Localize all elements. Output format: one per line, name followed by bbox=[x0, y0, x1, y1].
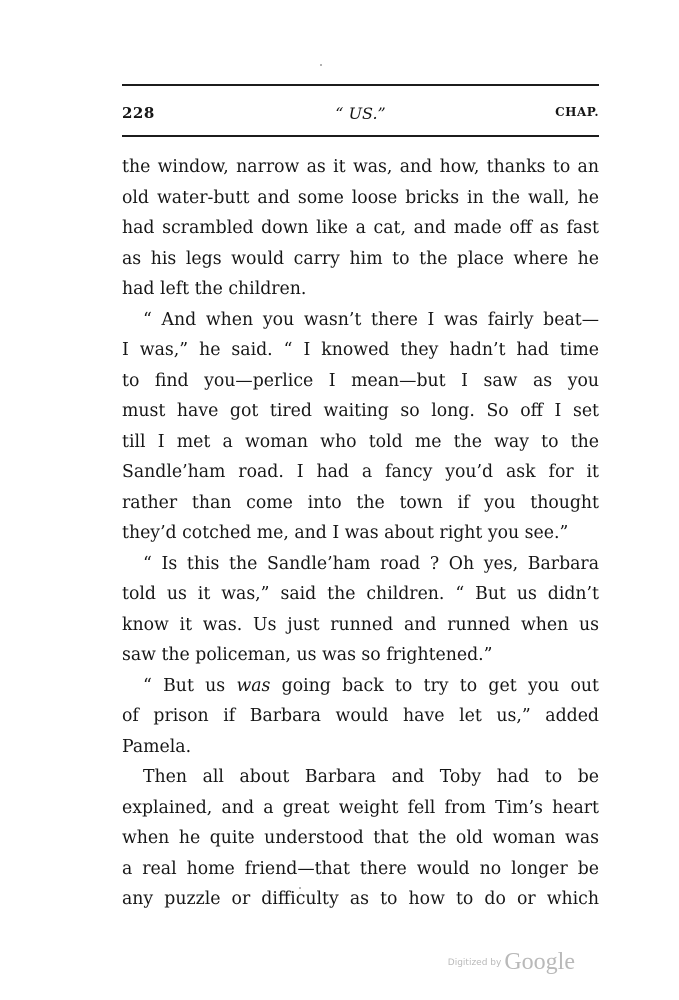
text-line: had scrambled down like a cat, and made off as fast bbox=[122, 218, 599, 238]
text-line: rather than come into the town if you thought bbox=[122, 492, 599, 513]
text-line: I was,” he said. “ I knowed they hadn’t had time bbox=[122, 340, 599, 360]
text-line: explained, and a great weight fell from Tim’s heart bbox=[122, 797, 599, 818]
header-rule bbox=[122, 135, 599, 137]
scan-speck bbox=[299, 887, 301, 889]
text-line: any puzzle or difficulty as to how to do or which bbox=[122, 889, 599, 909]
body-text bbox=[122, 152, 599, 915]
running-header bbox=[122, 104, 599, 126]
page-number: 228 bbox=[122, 104, 155, 122]
text-line: must have got tired waiting so long. So off I set bbox=[122, 401, 599, 421]
running-title: “ US.” bbox=[335, 104, 386, 123]
text-line: when he quite understood that the old woman was bbox=[122, 828, 599, 848]
text-line bbox=[122, 671, 599, 702]
text-line: had left the children. bbox=[122, 279, 307, 299]
text-line: Then all about Barbara and Toby had to be bbox=[143, 767, 599, 787]
text-segment: going back to try to get you out bbox=[270, 675, 599, 696]
text-line: saw the policeman, us was so frightened.” bbox=[122, 645, 493, 665]
text-line: to find you—perlice I mean—but I saw as you bbox=[122, 370, 599, 391]
text-line: know it was. Us just runned and runned when us bbox=[122, 614, 599, 635]
scan-speck bbox=[320, 64, 322, 66]
text-segment: “ But us bbox=[143, 675, 237, 696]
text-line: till I met a woman who told me the way to the bbox=[122, 431, 599, 452]
text-line: Sandle’ham road. I had a fancy you’d ask for it bbox=[122, 462, 599, 482]
text-line: told us it was,” said the children. “ But us didn’t bbox=[122, 584, 599, 604]
text-line: they’d cotched me, and I was about right you see.” bbox=[122, 523, 569, 543]
text-line: Pamela. bbox=[122, 736, 192, 757]
text-line: of prison if Barbara would have let us,” added bbox=[122, 706, 599, 726]
text-line: “ Is this the Sandle’ham road ? Oh yes, Barbara bbox=[143, 553, 599, 574]
emphasized-word: was bbox=[236, 675, 271, 696]
text-line: a real home friend—that there would no longer be bbox=[122, 858, 599, 879]
text-line: old water-butt and some loose bricks in the wall, he bbox=[122, 187, 599, 208]
chapter-label: CHAP. bbox=[555, 105, 599, 119]
text-line: “ And when you wasn’t there I was fairly beat— bbox=[143, 309, 599, 330]
digitization-watermark bbox=[448, 949, 575, 976]
watermark-brand: Google bbox=[504, 949, 575, 975]
top-rule bbox=[122, 84, 599, 86]
text-line: the window, narrow as it was, and how, thanks to an bbox=[122, 157, 599, 177]
text-line: as his legs would carry him to the place where he bbox=[122, 248, 599, 269]
watermark-prefix: Digitized by bbox=[447, 957, 502, 968]
